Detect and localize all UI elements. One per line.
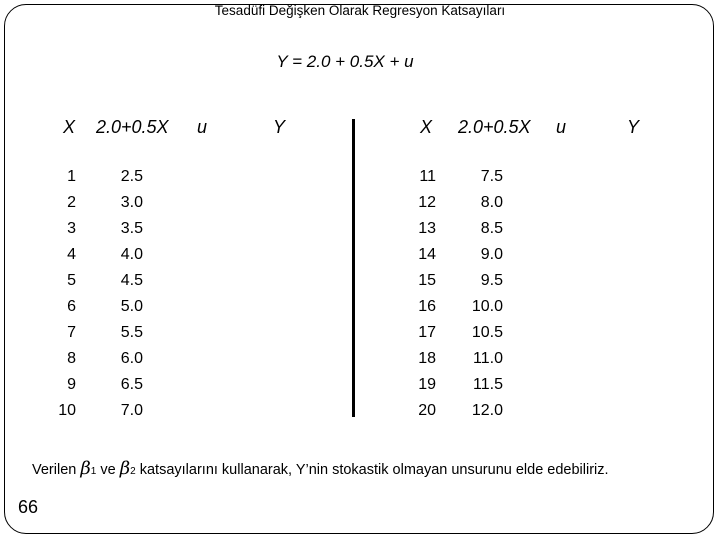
beta1-subscript: 1 [90, 466, 97, 477]
footnote-middle: ve [100, 462, 116, 478]
header-right-x: X [420, 117, 433, 137]
table-cell: 10.5 [471, 324, 503, 341]
table-cell: 12 [418, 194, 436, 211]
beta2-subscript: 2 [130, 466, 136, 477]
table-cell: 4 [67, 246, 76, 263]
header-right-y: Y [627, 117, 640, 137]
footnote [32, 458, 609, 479]
table-cell: 12.0 [471, 402, 503, 419]
table-cell: 8 [67, 350, 76, 367]
header-left-y: Y [273, 117, 286, 137]
left-expr-column [100, 164, 143, 424]
footnote-prefix: Verilen [32, 462, 77, 478]
table-cell: 3.0 [120, 194, 143, 211]
table-cell: 4.5 [120, 272, 143, 289]
slide-title: Tesadüfi Değişken Olarak Regresyon Katsayıları [214, 3, 506, 18]
table-cell: 9 [67, 376, 76, 393]
header-left-x: X [63, 117, 76, 137]
right-x-column [400, 164, 436, 424]
table-cell: 18 [418, 350, 436, 367]
left-x-column [40, 164, 76, 424]
header-right-u: u [556, 117, 567, 137]
table-cell: 2 [67, 194, 76, 211]
table-cell: 15 [418, 272, 436, 289]
table-cell: 7.5 [480, 168, 503, 185]
table-cell: 2.5 [120, 168, 143, 185]
table-cell: 11 [419, 168, 436, 185]
footnote-suffix: katsayılarını kullanarak, Y’nin stokastik olmayan unsurunu elde edebiliriz. [139, 462, 609, 478]
header-left-u: u [197, 117, 208, 137]
table-cell: 20 [418, 402, 436, 419]
table-cell: 9.0 [480, 246, 503, 263]
header-left-expr: 2.0+0.5X [96, 117, 169, 137]
table-cell: 10 [58, 402, 76, 419]
beta2-symbol: β [119, 458, 131, 479]
table-cell: 5.0 [120, 298, 143, 315]
table-cell: 7 [67, 324, 76, 341]
table-cell: 11.5 [473, 376, 503, 393]
table-cell: 5.5 [120, 324, 143, 341]
table-cell: 4.0 [120, 246, 143, 263]
table-divider [352, 119, 355, 417]
table-cell: 7.0 [120, 402, 143, 419]
right-expr-column [455, 164, 503, 424]
header-right-expr: 2.0+0.5X [458, 117, 531, 137]
table-cell: 6 [67, 298, 76, 315]
table-cell: 3 [67, 220, 76, 237]
table-cell: 6.5 [120, 376, 143, 393]
table-cell: 6.0 [120, 350, 143, 367]
table-cell: 19 [418, 376, 436, 393]
table-cell: 13 [418, 220, 436, 237]
table-cell: 11.0 [473, 350, 503, 367]
page-number: 66 [18, 497, 39, 517]
table-cell: 5 [67, 272, 76, 289]
table-cell: 10.0 [471, 298, 503, 315]
table-cell: 9.5 [480, 272, 503, 289]
table-cell: 16 [418, 298, 436, 315]
table-cell: 8.0 [480, 194, 503, 211]
table-cell: 14 [418, 246, 436, 263]
table-cell: 17 [418, 324, 436, 341]
table-cell: 3.5 [120, 220, 143, 237]
beta1-symbol: β [80, 458, 91, 479]
regression-formula: Y = 2.0 + 0.5X + u [276, 52, 414, 71]
table-cell: 1 [67, 168, 76, 185]
table-cell: 8.5 [480, 220, 503, 237]
